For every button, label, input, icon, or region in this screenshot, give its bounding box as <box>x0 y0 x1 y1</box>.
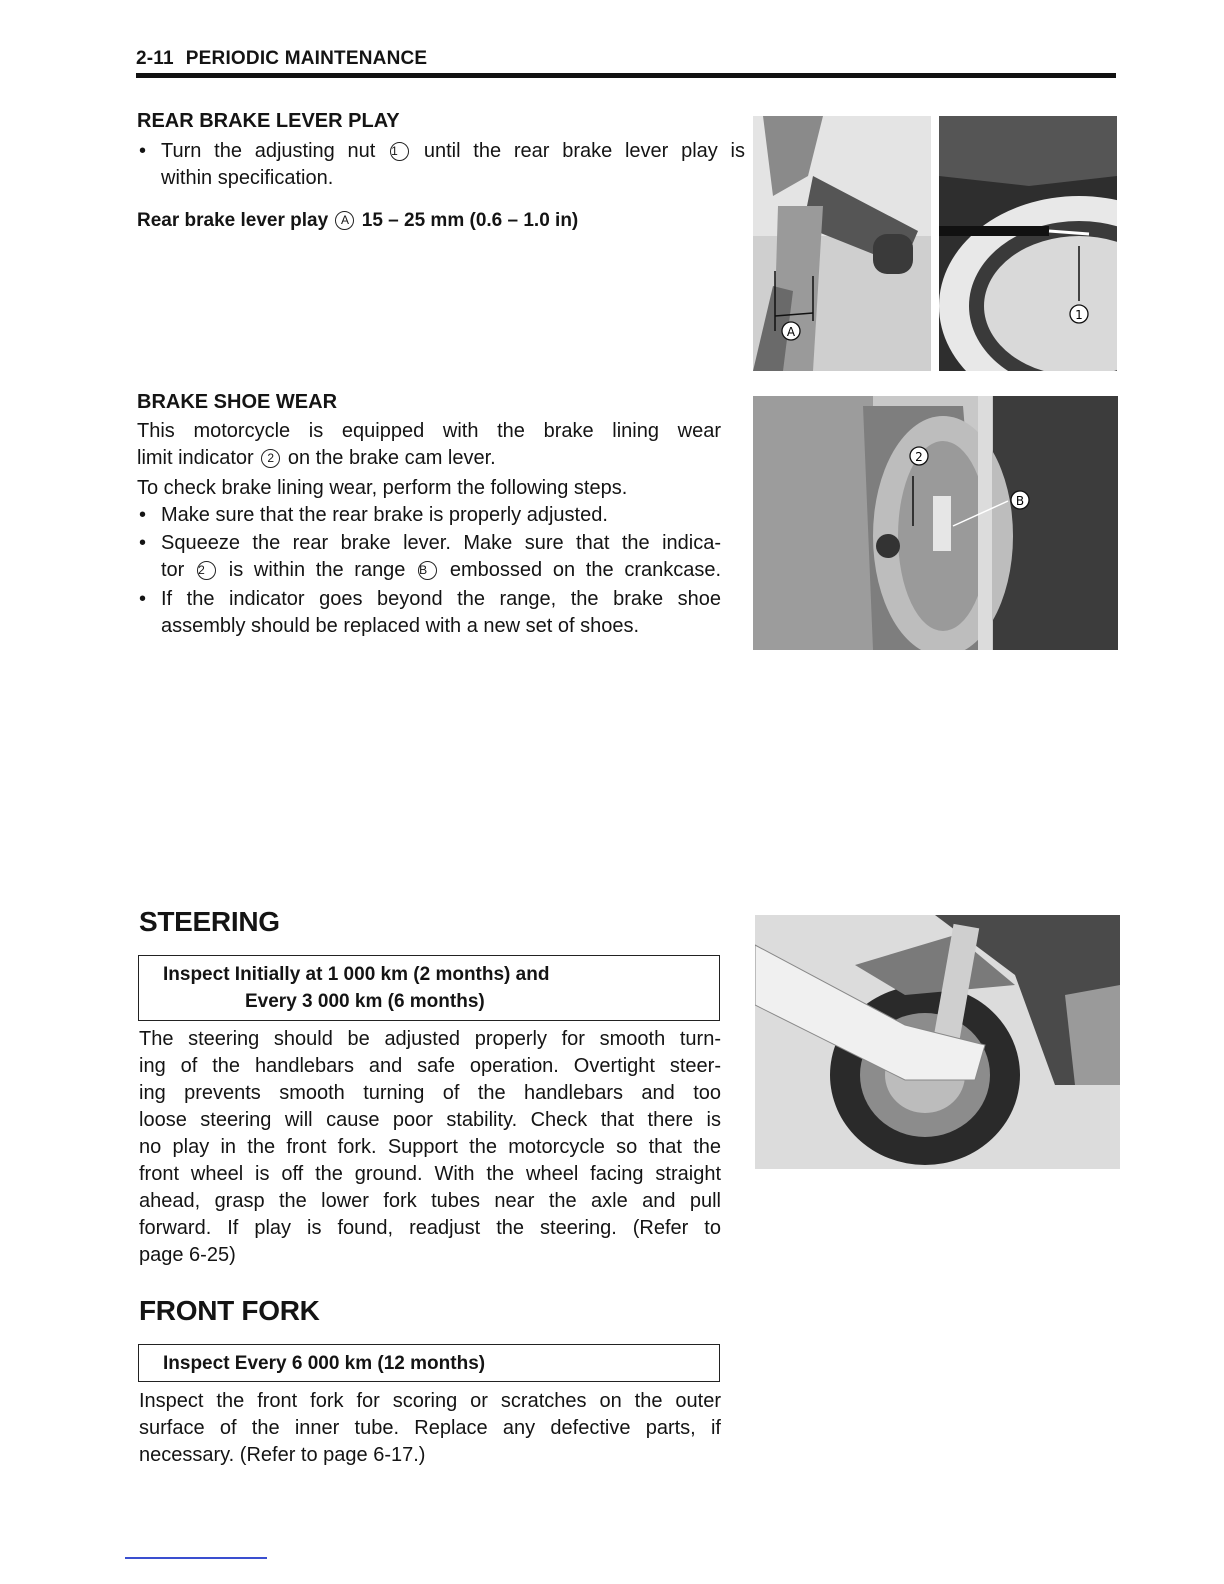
brake-shoe-p1-line2: limit indicator 2 on the brake cam lever. <box>137 447 496 469</box>
rear-brake-spec: Rear brake lever play A 15 – 25 mm (0.6 – 1.0 in) <box>137 210 579 231</box>
front-fork-line: Inspect the front fork for scoring or scratches on the outer <box>139 1390 721 1412</box>
brake-shoe-bullet-3: • If the indicator goes beyond the range, the brake shoe assembly should be replaced with a new set of shoes. <box>137 586 721 640</box>
steering-line: loose steering will cause poor stability. Check that there is <box>139 1109 721 1131</box>
front-fork-line: necessary. (Refer to page 6-17.) <box>139 1444 426 1466</box>
steering-box-line2: Every 3 000 km (6 months) <box>245 991 485 1012</box>
photo-brake-cam <box>753 396 1118 650</box>
photo-label-2: 2 <box>915 450 923 464</box>
rear-brake-bullet-cont: within specification. <box>161 167 334 189</box>
page-header <box>136 48 427 70</box>
brake-shoe-p2: To check brake lining wear, perform the following steps. <box>137 477 628 499</box>
brake-shoe-text <box>137 418 721 640</box>
steering-line: front wheel is off the ground. With the wheel facing straight <box>139 1163 721 1185</box>
section-title: PERIODIC MAINTENANCE <box>185 48 428 69</box>
brake-shoe-p1-line1: This motorcycle is equipped with the brake lining wear <box>137 420 721 442</box>
steering-line: ing of the handlebars and safe operation. Overtight steer- <box>139 1055 721 1077</box>
photo-front-wheel <box>755 915 1120 1169</box>
front-fork-inspection-box <box>138 1344 720 1382</box>
rear-brake-bullet: • Turn the adjusting nut 1 until the rear brake lever play is within specification. <box>137 138 745 192</box>
front-fork-box-line1: Inspect Every 6 000 km (12 months) <box>163 1353 486 1374</box>
steering-line: ahead, grasp the lower fork tubes near the axle and pull <box>139 1190 721 1212</box>
callout-b-marker: B <box>418 561 437 580</box>
callout-a-marker: A <box>335 211 354 230</box>
steering-line: ing prevents smooth turning of the handlebars and too <box>139 1082 721 1104</box>
front-fork-text <box>139 1388 721 1469</box>
steering-line: The steering should be adjusted properly for smooth turn- <box>139 1028 721 1050</box>
photo-label-a: A <box>786 325 796 339</box>
photo-brake-lever <box>753 116 931 371</box>
front-fork-line: surface of the inner tube. Replace any defective parts, if <box>139 1417 721 1439</box>
footer-link-line <box>125 1557 267 1559</box>
photo-label-b: B <box>1015 494 1025 508</box>
steering-box-line1: Inspect Initially at 1 000 km (2 months) and <box>163 964 550 985</box>
callout-2-marker: 2 <box>261 449 280 468</box>
photo-adjusting-nut <box>939 116 1117 371</box>
brake-shoe-bullet-1: • Make sure that the rear brake is properly adjusted. <box>137 502 721 529</box>
brake-shoe-heading: BRAKE SHOE WEAR <box>137 391 338 413</box>
rear-brake-heading: REAR BRAKE LEVER PLAY <box>137 110 400 132</box>
steering-line: no play in the front fork. Support the motorcycle so that the <box>139 1136 721 1158</box>
steering-text <box>139 1026 721 1269</box>
photo-label-1: 1 <box>1075 308 1083 322</box>
header-rule <box>136 73 1116 78</box>
front-fork-heading: FRONT FORK <box>139 1295 320 1326</box>
steering-line: forward. If play is found, readjust the steering. (Refer to <box>139 1217 721 1239</box>
steering-heading: STEERING <box>139 906 280 937</box>
callout-2-marker-b2: 2 <box>197 561 216 580</box>
steering-inspection-box <box>138 955 720 1021</box>
brake-shoe-bullet-2: • Squeeze the rear brake lever. Make sure that the indica- tor 2 is within the range B embossed on the crankcase. <box>137 530 721 584</box>
page-number: 2-11 <box>136 48 174 69</box>
steering-line: page 6-25) <box>139 1244 236 1266</box>
callout-1-marker: 1 <box>390 142 409 161</box>
